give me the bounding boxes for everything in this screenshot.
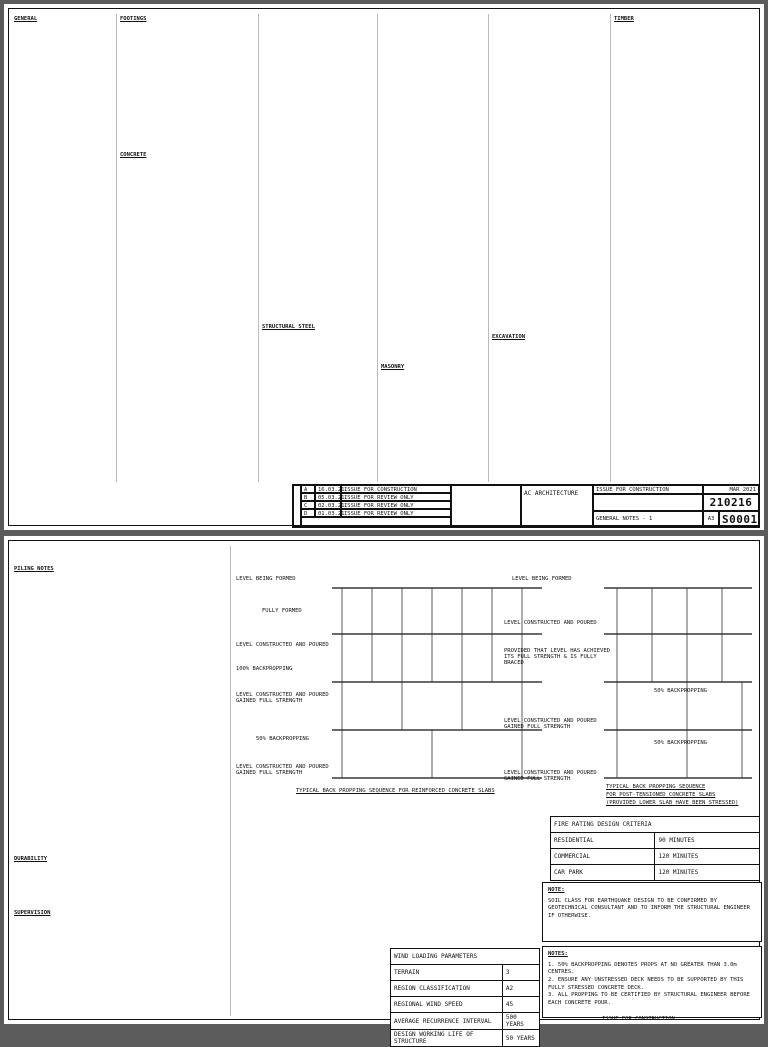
rev-b: B bbox=[301, 493, 315, 501]
footings-heading: FOOTINGS bbox=[120, 16, 147, 22]
rev-date: 01.03.21 bbox=[315, 509, 341, 517]
fire-area: COMMERCIAL bbox=[551, 849, 655, 865]
rev-d: D bbox=[301, 509, 315, 517]
note-item: 3. ALL PROPPING TO BE CERTIFIED BY STRUCTURAL ENGINEER BEFORE EACH CONCRETE POUR. bbox=[548, 992, 750, 1007]
note-text: SOIL CLASS FOR EARTHQUAKE DESIGN TO BE CONFIRMED BY GEOTECHNICAL CONSULTANT AND TO INFORM THE STRUCTURAL ENGINEER IF OTHERWISE. bbox=[548, 897, 750, 920]
column-divider bbox=[488, 14, 489, 482]
column-divider bbox=[377, 14, 378, 482]
fire-value: 90 MINUTES bbox=[655, 833, 760, 849]
caption-post-tensioned-2: FOR POST-TENSIONED CONCRETE SLABS bbox=[606, 792, 716, 798]
sheet-size: A3 bbox=[703, 511, 719, 527]
fire-area: CAR PARK bbox=[551, 865, 655, 881]
wind-param: REGION CLASSIFICATION bbox=[391, 981, 503, 997]
wind-param: AVERAGE RECURRENCE INTERVAL bbox=[391, 1013, 503, 1030]
durability-heading: DURABILITY bbox=[14, 856, 48, 862]
caption-post-tensioned-3: (PROVIDED LOWER SLAB HAVE BEEN STRESSED) bbox=[606, 800, 739, 806]
fire-value: 120 MINUTES bbox=[655, 865, 760, 881]
supervision-heading: SUPERVISION bbox=[14, 910, 51, 916]
client-name: AC ARCHITECTURE bbox=[521, 485, 593, 527]
label-backpropping-100: 100% BACKPROPPING bbox=[236, 666, 293, 672]
piling-notes-heading: PILING NOTES bbox=[14, 566, 54, 572]
timber-heading: TIMBER bbox=[614, 16, 634, 22]
label-backpropping-50: 50% BACKPROPPING bbox=[654, 688, 707, 694]
label-level-gained: LEVEL CONSTRUCTED AND POURED GAINED FULL STRENGTH bbox=[504, 718, 597, 730]
rev-desc: ISSUE FOR REVIEW ONLY bbox=[341, 493, 451, 501]
label-level-constructed: LEVEL CONSTRUCTED AND POURED bbox=[236, 642, 329, 648]
rev-desc: ISSUE FOR CONSTRUCTION bbox=[341, 485, 451, 493]
label-level-constructed: LEVEL CONSTRUCTED AND POURED bbox=[504, 620, 597, 626]
drawing-number: S0001 bbox=[719, 511, 759, 527]
rev-date: 05.03.21 bbox=[315, 493, 341, 501]
label-level-being-formed: LEVEL BEING FORMED bbox=[236, 576, 296, 582]
wind-loading-table bbox=[390, 948, 540, 1047]
wind-value: 3 bbox=[502, 965, 539, 981]
note-item: 2. ENSURE ANY UNSTRESSED DECK NEEDS TO BE SUPPORTED BY THIS FULLY STRESSED CONCRETE DECK. bbox=[548, 977, 744, 991]
propping-notes bbox=[542, 946, 762, 1018]
label-level-gained: LEVEL CONSTRUCTED AND POURED GAINED FULL STRENGTH bbox=[236, 764, 329, 776]
structural-steel-heading: STRUCTURAL STEEL bbox=[262, 324, 315, 330]
label-provided-full-strength: PROVIDED THAT LEVEL HAS ACHIEVED ITS FULL STRENGTH & IS FULLY BRACED bbox=[504, 648, 610, 666]
project-number: 210216 bbox=[703, 494, 759, 511]
rev-date: 02.03.21 bbox=[315, 501, 341, 509]
issue-date: MAR 2021 bbox=[703, 485, 759, 494]
caption-post-tensioned: TYPICAL BACK PROPPING SEQUENCE bbox=[606, 784, 706, 790]
excavation-heading: EXCAVATION bbox=[492, 334, 526, 340]
wind-value: 50 YEARS bbox=[502, 1030, 539, 1047]
general-notes-sheet-1 bbox=[4, 4, 764, 530]
label-fully-formed: FULLY FORMED bbox=[262, 608, 302, 614]
wind-param: TERRAIN bbox=[391, 965, 503, 981]
column-divider bbox=[116, 14, 117, 482]
status-label: ISSUE FOR CONSTRUCTION bbox=[602, 1016, 675, 1022]
rev-c: C bbox=[301, 501, 315, 509]
rev-date: 16.03.21 bbox=[315, 485, 341, 493]
general-heading: GENERAL bbox=[14, 16, 38, 22]
label-level-being-formed: LEVEL BEING FORMED bbox=[512, 576, 572, 582]
column-divider bbox=[230, 546, 231, 1016]
soil-class-note bbox=[542, 882, 762, 942]
wind-value: A2 bbox=[502, 981, 539, 997]
label-backpropping-50: 50% BACKPROPPING bbox=[654, 740, 707, 746]
rev-desc: ISSUE FOR REVIEW ONLY bbox=[341, 509, 451, 517]
rev-desc: ISSUE FOR REVIEW ONLY bbox=[341, 501, 451, 509]
wind-table-title: WIND LOADING PARAMETERS bbox=[391, 949, 540, 965]
fire-rating-table bbox=[550, 816, 760, 881]
fire-area: RESIDENTIAL bbox=[551, 833, 655, 849]
label-backpropping-50: 50% BACKPROPPING bbox=[256, 736, 309, 742]
wind-param: REGIONAL WIND SPEED bbox=[391, 997, 503, 1013]
label-level-gained: LEVEL CONSTRUCTED AND POURED GAINED FULL STRENGTH bbox=[236, 692, 329, 704]
note-title: NOTE: bbox=[548, 887, 565, 893]
masonry-heading: MASONRY bbox=[381, 364, 405, 370]
sheet-border bbox=[8, 8, 760, 526]
rev-a: A bbox=[301, 485, 315, 493]
note-item: 1. 50% BACKPROPPING DENOTES PROPS AT NO GREATER THAN 3.0m CENTRES. bbox=[548, 961, 737, 976]
wind-value: 500 YEARS bbox=[502, 1013, 539, 1030]
status-label: ISSUE FOR CONSTRUCTION bbox=[593, 485, 703, 494]
caption-reinforced-concrete: TYPICAL BACK PROPPING SEQUENCE FOR REINFORCED CONCRETE SLABS bbox=[296, 788, 495, 794]
label-level-gained: LEVEL CONSTRUCTED AND POURED GAINED FULL STRENGTH bbox=[504, 770, 597, 782]
wind-value: 45 bbox=[502, 997, 539, 1013]
column-divider bbox=[258, 14, 259, 482]
wind-param: DESIGN WORKING LIFE OF STRUCTURE bbox=[391, 1030, 503, 1047]
concrete-heading: CONCRETE bbox=[120, 152, 147, 158]
column-divider bbox=[610, 14, 611, 482]
fire-table-title: FIRE RATING DESIGN CRITERIA bbox=[551, 817, 760, 833]
fire-value: 120 MINUTES bbox=[655, 849, 760, 865]
title-block bbox=[292, 484, 760, 528]
note-title: NOTES: bbox=[548, 951, 568, 957]
drawing-title: GENERAL NOTES - 1 bbox=[593, 511, 703, 527]
general-notes-sheet-2 bbox=[4, 536, 764, 1045]
